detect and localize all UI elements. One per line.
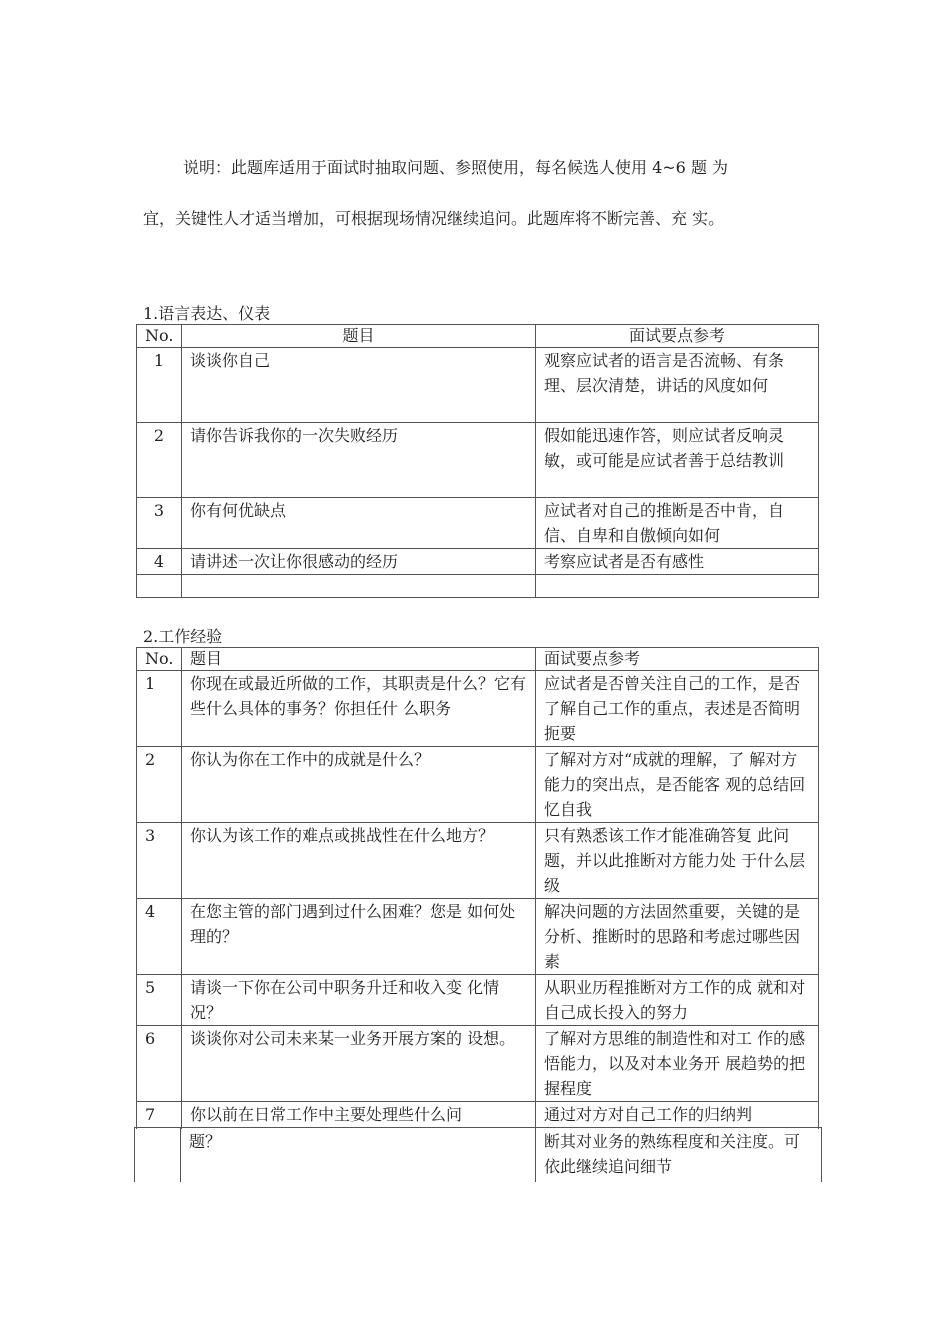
table-row <box>137 975 819 1026</box>
header-key-points: 面试要点参考 <box>536 648 819 671</box>
column-divider <box>180 1128 181 1182</box>
row-question: 你认为你在工作中的成就是什么？ <box>182 747 536 823</box>
row-no: 3 <box>137 823 182 899</box>
table-row <box>137 549 819 575</box>
table-row <box>137 747 819 823</box>
table-row <box>137 1102 819 1129</box>
row-no: 2 <box>137 747 182 823</box>
row-key-points: 应试者是否曾关注自己的工作，是否了解自己工作的重点，表述是否简明扼要 <box>536 671 819 747</box>
row-key-points: 应试者对自己的推断是否中肯，自信、自卑和自傲倾向如何 <box>536 498 819 549</box>
row-key-points: 解决问题的方法固然重要，关键的是分析、推断时的思路和考虑过哪些因素 <box>536 899 819 975</box>
table-row <box>137 1026 819 1102</box>
row-no: 7 <box>137 1102 182 1129</box>
table-header-row <box>137 325 819 348</box>
row-key-points: 只有熟悉该工作才能准确答复 此问题，并以此推断对方能力处 于什么层级 <box>536 823 819 899</box>
column-divider <box>535 1128 536 1182</box>
header-question: 题目 <box>182 325 536 348</box>
section-2-title: 2.工作经验 <box>143 627 223 646</box>
header-question: 题目 <box>182 648 536 671</box>
row-key-points: 通过对方对自己工作的归纳判 <box>536 1102 819 1129</box>
row-question: 请你告诉我你的一次失败经历 <box>182 423 536 498</box>
intro-line-2: 宜，关键性人才适当增加，可根据现场情况继续追问。此题库将不断完善、充 实。 <box>143 209 725 228</box>
row-question: 在您主管的部门遇到过什么困难？您是 如何处理的？ <box>182 899 536 975</box>
table-row <box>137 423 819 498</box>
row-question: 请讲述一次让你很感动的经历 <box>182 549 536 575</box>
table-row <box>137 823 819 899</box>
row-key-points: 了解对方对“成就的理解，了 解对方能力的突出点，是否能客 观的总结回忆自我 <box>536 747 819 823</box>
table-row <box>137 899 819 975</box>
row-question: 你现在或最近所做的工作，其职责是什么？它有些什么具体的事务？你担任什 么职务 <box>182 671 536 747</box>
row-question: 你认为该工作的难点或挑战性在什么地方？ <box>182 823 536 899</box>
table-row <box>137 498 819 549</box>
header-no: No. <box>137 325 182 348</box>
row-no: 4 <box>137 549 182 575</box>
row-key-points: 假如能迅速作答，则应试者反响灵敏，或可能是应试者善于总结教训 <box>536 423 819 498</box>
header-no: No. <box>137 648 182 671</box>
row-key-points: 考察应试者是否有感性 <box>536 549 819 575</box>
empty-row <box>137 575 819 598</box>
row-no: 3 <box>137 498 182 549</box>
language-expression-table <box>136 324 819 598</box>
intro-line-1: 说明：此题库适用于面试时抽取问题、参照使用，每名候选人使用 4~6 题 为 <box>183 158 729 177</box>
row-question-continued: 题？ <box>189 1132 222 1151</box>
table-header-row <box>137 648 819 671</box>
row-no: 6 <box>137 1026 182 1102</box>
row-no: 1 <box>137 671 182 747</box>
header-key-points: 面试要点参考 <box>536 325 819 348</box>
row-no: 1 <box>137 348 182 423</box>
row-question: 谈谈你自己 <box>182 348 536 423</box>
row-question: 请谈一下你在公司中职务升迁和收入变 化情况？ <box>182 975 536 1026</box>
row-key-points: 了解对方思维的制造性和对工 作的感悟能力，以及对本业务开 展趋势的把握程度 <box>536 1026 819 1102</box>
row-key-points: 从职业历程推断对方工作的成 就和对自己成长投入的努力 <box>536 975 819 1026</box>
row-question: 谈谈你对公司未来某一业务开展方案的 设想。 <box>182 1026 536 1102</box>
row-no: 4 <box>137 899 182 975</box>
row-no: 5 <box>137 975 182 1026</box>
row-question: 你以前在日常工作中主要处理些什么问 <box>182 1102 536 1129</box>
work-experience-table <box>136 647 819 1129</box>
table-row <box>137 348 819 423</box>
section-1-title: 1.语言表达、仪表 <box>143 304 271 323</box>
row-key-points-continued: 断其对业务的熟练程度和关注度。可依此继续追问细节 <box>544 1132 801 1176</box>
row-no: 2 <box>137 423 182 498</box>
table-row <box>137 671 819 747</box>
row-key-points: 观察应试者的语言是否流畅、有条理、层次清楚，讲话的风度如何 <box>536 348 819 423</box>
table-continuation-row <box>134 1127 822 1182</box>
row-question: 你有何优缺点 <box>182 498 536 549</box>
